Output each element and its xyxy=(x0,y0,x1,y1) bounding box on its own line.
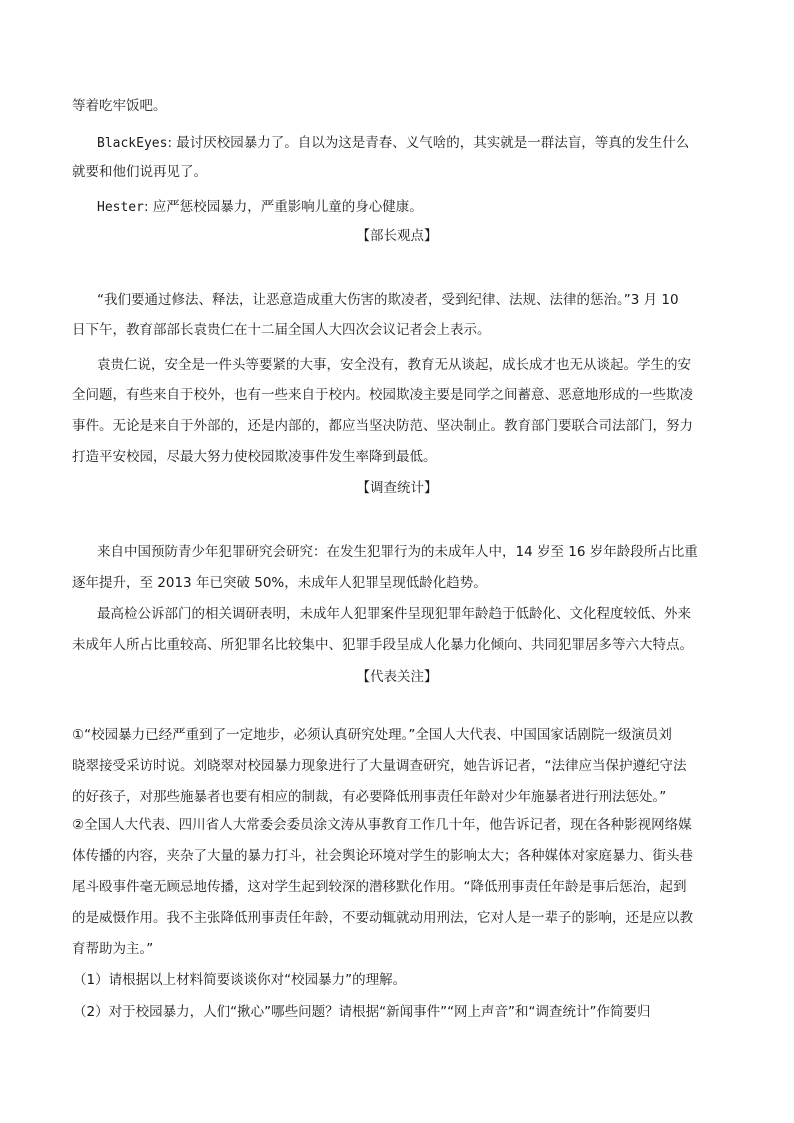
comment-user: BlackEyes xyxy=(97,136,168,151)
paragraph-line: 袁贵仁说，安全是一件头等要紧的大事，安全没有，教育无从谈起，成长成才也无从谈起。学生的安 xyxy=(97,357,691,373)
paragraph-line: ①“校园暴力已经严重到了一定地步，必须认真研究处理。”全国人大代表、中国国家话剧院一级演员刘 xyxy=(72,727,672,743)
paragraph-line: 日下午，教育部部长袁贵仁在十二届全国人大四次会议记者会上表示。 xyxy=(72,322,491,338)
paragraph-line: 体传播的内容，夹杂了大量的暴力打斗，社会舆论环境对学生的影响太大；各种媒体对家庭暴力、街头巷 xyxy=(72,848,693,864)
section-heading: 【调查统计】 xyxy=(356,480,438,496)
section-heading: 【部长观点】 xyxy=(356,228,438,244)
question-line: （2）对于校园暴力，人们“揪心”哪些问题？请根据“新闻事件”“网上声音”和“调查统计”作简要归 xyxy=(73,1004,651,1020)
paragraph-line: 最高检公诉部门的相关调研表明，未成年人犯罪案件呈现犯罪年龄趋于低龄化、文化程度较低、外来 xyxy=(97,606,691,622)
paragraph-line: 尾斗殴事件毫无顾忌地传播，这对学生起到较深的潜移默化作用。“降低刑事责任年龄是事后惩治，起到 xyxy=(72,879,687,895)
paragraph-line: 的是威慑作用。我不主张降低刑事责任年龄，不要动辄就动用刑法，它对人是一辈子的影响，还是应以教 xyxy=(72,910,693,926)
paragraph-line: 育帮助为主。” xyxy=(72,941,154,957)
comment-user: Hester xyxy=(97,200,144,215)
paragraph-line: 事件。无论是来自于外部的，还是内部的，都应当坚决防范、坚决制止。教育部门要联合司法部门，努力 xyxy=(72,418,693,434)
paragraph-line: ②全国人大代表、四川省人大常委会委员涂文涛从事教育工作几十年，他告诉记者，现在各种影视网络媒 xyxy=(72,817,692,833)
comment-line: BlackEyes: 最讨厌校园暴力了。自以为这是青春、义气啥的，其实就是一群法盲，等真的发生什么 xyxy=(97,135,690,151)
paragraph-line: 逐年提升，至 2013 年已突破 50%，未成年人犯罪呈现低龄化趋势。 xyxy=(72,575,487,591)
paragraph-line: 全问题，有些来自于校外，也有一些来自于校内。校园欺凌主要是同学之间蓄意、恶意地形成的一些欺凌 xyxy=(72,387,693,403)
question-line: （1）请根据以上材料简要谈谈你对“校园暴力”的理解。 xyxy=(73,972,407,988)
paragraph-line: 打造平安校园，尽最大努力使校园欺凌事件发生率降到最低。 xyxy=(72,449,437,465)
paragraph-line: 晓翠接受采访时说。刘晓翠对校园暴力现象进行了大量调查研究，她告诉记者，“法律应当保护遵纪守法 xyxy=(72,758,687,774)
comment-line: Hester: 应严惩校园暴力，严重影响儿童的身心健康。 xyxy=(97,199,423,215)
comment-line: 等着吃牢饭吧。 xyxy=(72,98,167,114)
section-heading: 【代表关注】 xyxy=(356,669,438,685)
paragraph-line: “我们要通过修法、释法，让恶意造成重大伤害的欺凌者，受到纪律、法规、法律的惩治。”3 月 10 xyxy=(97,292,679,308)
paragraph-line: 未成年人所占比重较高、所犯罪名比较集中、犯罪手段呈成人化暴力化倾向、共同犯罪居多等六大特点。 xyxy=(72,637,693,653)
paragraph-line: 来自中国预防青少年犯罪研究会研究：在发生犯罪行为的未成年人中，14 岁至 16 岁年龄段所占比重 xyxy=(97,544,698,560)
comment-line: 就要和他们说再见了。 xyxy=(72,164,207,180)
paragraph-line: 的好孩子，对那些施暴者也要有相应的制裁，有必要降低刑事责任年龄对少年施暴者进行刑法惩处。” xyxy=(72,789,667,805)
